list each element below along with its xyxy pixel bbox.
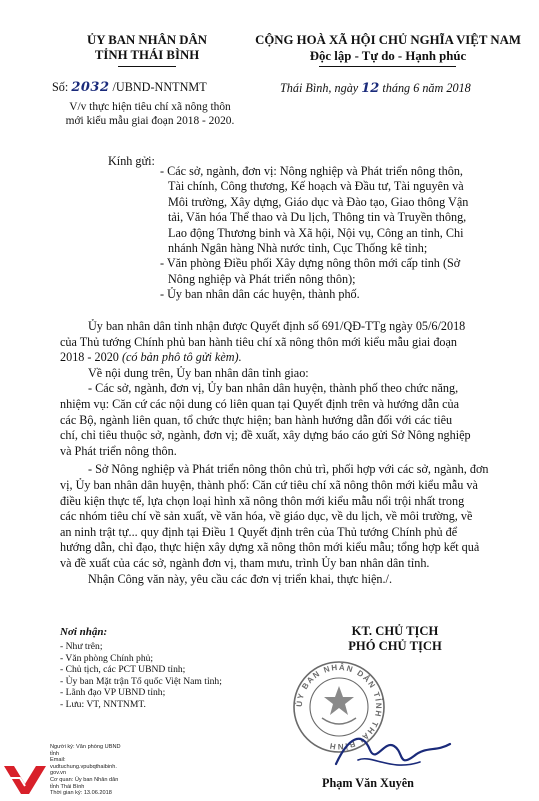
recipient-line: Môi trường, Xây dựng, Giáo dục và Đào tạo, Giao thông Vận (168, 194, 469, 209)
national-motto (248, 33, 528, 64)
doc-number-prefix: Số: (52, 80, 69, 94)
p3-line: chí, chỉ tiêu thuộc sở, ngành, đơn vị; đề xuất, xây dựng báo cáo gửi Sở Nông nghiệp (60, 428, 471, 443)
recipient-line: tải, Văn hóa Thể thao và Du lịch, Thông tin và Truyền thông, (168, 210, 467, 225)
distribution-item: - Chủ tịch, các PCT UBND tỉnh; (60, 664, 186, 676)
agency-line1: ỦY BAN NHÂN DÂN (86, 33, 208, 47)
signer-name: Phạm Văn Xuyên (322, 776, 414, 790)
p1-line3 (60, 350, 512, 366)
stamp-line: Người ký: Văn phòng UBND (50, 744, 121, 750)
p1-line3-text: 2018 - 2020 (60, 350, 122, 365)
stamp-line: tỉnh (50, 750, 60, 757)
recipient-line: nhánh Ngân hàng Nhà nước tỉnh, Cục Thống kê tỉnh; (168, 241, 428, 256)
doc-number-suffix: /UBND-NNTNMT (112, 80, 207, 94)
distribution-title: Nơi nhận: (60, 626, 108, 638)
recipient-line: - Văn phòng Điều phối Xây dựng nông thôn mới cấp tỉnh (Sở (160, 256, 461, 271)
p5: Nhận Công văn này, yêu cầu các đơn vị triển khai, thực hiện./. (88, 571, 392, 586)
signature-role1: KT. CHỦ TỊCH (351, 624, 439, 638)
subject-line2: mới kiểu mẫu giai đoạn 2018 - 2020. (65, 115, 235, 128)
distribution-item: - Lãnh đạo VP UBND tỉnh; (60, 687, 166, 699)
p4-line: và đề xuất của các sở, ngành đơn vị, tham mưu, trình Ủy ban nhân dân tỉnh. (60, 555, 430, 570)
recipient-line: Lao động Thương binh và Xã hội, Nội vụ, Công an tỉnh, Chi (168, 225, 464, 240)
nation-line1: CỘNG HOÀ XÃ HỘI CHỦ NGHĨA VIỆT NAM (255, 33, 521, 47)
p3-line: các Bộ, ngành liên quan, tổ chức thực hiện; ban hành hướng dẫn đối với các tiêu (60, 412, 453, 427)
digital-signature-logo (2, 762, 48, 798)
recipient-line: - Ủy ban nhân dân các huyện, thành phố. (160, 287, 360, 302)
stamp-line: tỉnh Thái Bình (50, 783, 85, 790)
seal-star-icon (324, 686, 354, 715)
p1-attachment-note: (có bản phô tô gửi kèm). (121, 350, 242, 365)
p2: Về nội dung trên, Ủy ban nhân dân tỉnh giao: (88, 365, 309, 380)
p4-line: hướng dẫn, chỉ đạo, thực hiện xây dựng xã nông thôn mới kiểu mẫu; tổng hợp kết quả (60, 540, 480, 555)
agency-underline (118, 66, 176, 67)
distribution-block (60, 625, 222, 711)
subject (44, 100, 256, 129)
recipients-title: Kính gửi: (108, 154, 155, 168)
seal-text: ỦY BAN NHÂN DÂN TỈNH THÁI BÌNH (294, 662, 384, 752)
p4-line: - Sở Nông nghiệp và Phát triển nông thôn chủ trì, phối hợp với các sở, ngành, đơn (88, 462, 489, 477)
agency-line2: TỈNH THÁI BÌNH (94, 48, 200, 62)
recipient-line: - Các sở, ngành, đơn vị: Nông nghiệp và Phát triển nông thôn, (160, 164, 463, 178)
recipient-line: Tài chính, Công thương, Kế hoạch và Đầu tư, Tài nguyên và (168, 179, 464, 194)
stamp-line: Cơ quan: Ủy ban Nhân dân (50, 776, 119, 783)
p3-line: nhiệm vụ: Căn cứ các nội dung có liên quan tại Quyết định trên và hướng dẫn của (60, 396, 460, 411)
p1-line2: của Thủ tướng Chính phủ ban hành tiêu chí xã nông thôn mới kiểu mẫu giai đoạn (60, 334, 458, 349)
p4-line: an ninh trật tự... quy định tại Điều 1 Quyết định trên của Thủ tướng Chính phủ để (60, 524, 458, 539)
recipient-line: Nông nghiệp và Phát triển nông thôn); (168, 271, 356, 286)
distribution-item: - Ủy ban Mặt trận Tổ quốc Việt Nam tỉnh; (60, 675, 222, 687)
distribution-item: - Lưu: VT, NNTNMT. (60, 698, 146, 710)
distribution-item: - Như trên; (60, 641, 103, 652)
handwritten-signature (328, 720, 468, 780)
date-prefix: Thái Bình, ngày (280, 81, 359, 95)
p3-line: và Phát triển nông thôn. (60, 443, 177, 458)
date-day-handwritten: 12 (361, 81, 380, 96)
subject-line1: V/v thực hiện tiêu chí xã nông thôn (69, 101, 231, 113)
doc-number-handwritten: 2032 (71, 80, 110, 95)
body-text (60, 319, 512, 587)
recipients-list (160, 164, 506, 303)
distribution-list (60, 641, 222, 711)
nation-line2: Độc lập - Tự do - Hạnh phúc (309, 48, 467, 63)
check-mark-icon (4, 766, 46, 794)
p3-line: - Các sở, ngành, đơn vị, Ủy ban nhân dân huyện, thành phố theo chức năng, (88, 381, 459, 396)
p4-line: điều kiện thực tế, lựa chọn loại hình xã nông thôn mới kiểu mẫu nổi trội nhất trong (60, 493, 465, 508)
p1-line1: Ủy ban nhân dân tỉnh nhận được Quyết định số 691/QĐ-TTg ngày 05/6/2018 (88, 319, 466, 333)
stamp-line: Email: (50, 757, 66, 764)
stamp-line: Thời gian ký: 13.06.2018 (50, 790, 112, 797)
digital-signature-info (50, 744, 130, 797)
signature-roles (330, 624, 460, 655)
agency-name (52, 33, 242, 63)
distribution-item: - Văn phòng Chính phủ; (60, 652, 154, 664)
p4-line: các nhóm tiêu chí về sản xuất, về văn hóa, về giáo dục, về du lịch, về môi trường, về (60, 509, 473, 524)
motto-underline (319, 66, 456, 67)
stamp-line: gov.vn (50, 770, 67, 777)
stamp-line: vudtuchung.vpubqthaibinh. (50, 763, 117, 770)
date-suffix: tháng 6 năm 2018 (382, 81, 471, 95)
date-line (280, 81, 471, 96)
p4-line: vị, Ủy ban nhân dân huyện, thành phố: Căn cứ tiêu chí xã nông thôn mới kiểu mẫu và (60, 477, 478, 492)
doc-number (52, 80, 207, 95)
signature-role2: PHÓ CHỦ TỊCH (348, 639, 442, 654)
